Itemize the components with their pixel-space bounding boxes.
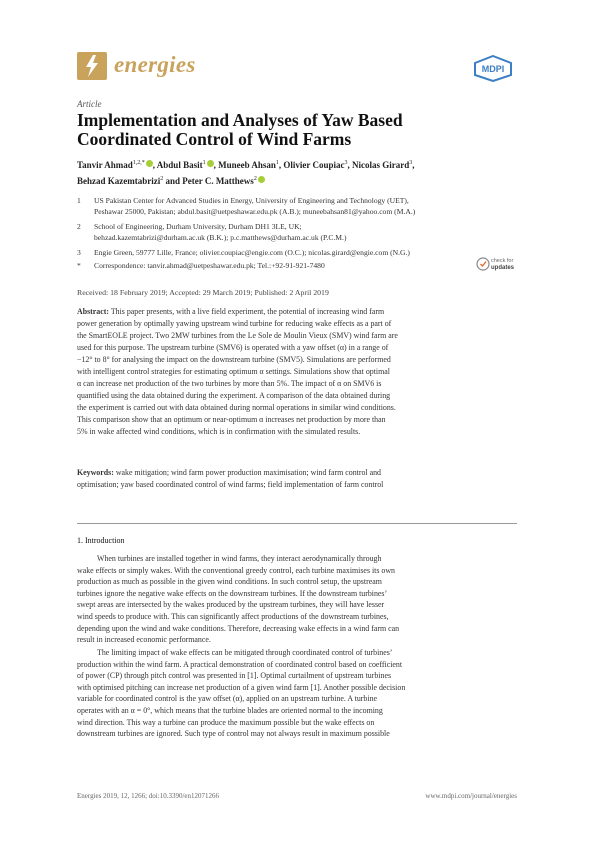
article-type: Article — [77, 99, 102, 109]
author-conjunction: and — [165, 176, 180, 186]
author-name[interactable]: Tanvir Ahmad — [77, 160, 133, 170]
title-line: Implementation and Analyses of Yaw Based — [77, 110, 403, 130]
abstract: Abstract: This paper presents, with a live field experiment, the potential of increasing wind farm power generation by optimally yawing upstream wind turbine for reducing wake effects as a part of the SmartEOLE project. Two 2MW turbines from the Le Sole de Moulin Vieux (SMV) wind farm are used for this purpose. The upstream turbine (SMV6) is operated with a yaw offset (α) in a range of −12° to 8° for analysing the impact on the downstream turbine (SMV5). Simulations are performed with intelligent control strategies for estimating optimum α settings. Simulations show that optimal α can increase net production of the two turbines by more than 5%. The impact of α on SMV6 is quantified using the data obtained during the experiment. A comparison of the data obtained during the experiment is carried out with data obtained during normal operations in similar wind conditions. This comparison show that an optimum or near-optimum α increases net production by more than 5% in wake affected wind conditions, which is in confirmation with the simulated results. — [77, 307, 398, 436]
article-title — [77, 111, 517, 149]
affiliation-number: 3 — [77, 248, 81, 257]
journal-logo-icon — [77, 52, 107, 80]
paragraph: The limiting impact of wake effects can be mitigated through coordinated control of turbines’ production within the wind farm. A practical demonstration of coordinated control based on coefficient of power (CP) through pitch control was presented in [1]. Optimal curtailment of upstream turbines with optimised pitching can increase net production of a given wind farm [1]. Another possible decision variable for coordinated control is the yaw offset (α), applied on an upstream turbine. A turbine operates with an α = 0°, which means that the turbine blades are oriented normal to the incoming wind direction. This way a turbine can produce the maximum possible but the wake effects on downstream turbines are ignored. Such type of control may not always result in maximum possible — [77, 648, 406, 739]
section-divider — [77, 523, 517, 524]
author-name[interactable]: Abdul Basit — [156, 160, 203, 170]
correspondence: * Correspondence: tanvir.ahmad@uetpeshawar.edu.pk; Tel.:+92-91-921-7480 — [77, 261, 325, 270]
author-name[interactable]: Peter C. Matthews — [182, 176, 254, 186]
check-icon — [477, 258, 489, 270]
orcid-icon[interactable] — [207, 160, 214, 167]
publisher-logo[interactable] — [473, 55, 513, 82]
title-line: Coordinated Control of Wind Farms — [77, 129, 352, 149]
author-name[interactable]: Muneeb Ahsan — [218, 160, 276, 170]
check-for-updates-button[interactable] — [476, 254, 518, 274]
author-name[interactable]: Behzad Kazemtabrizi — [77, 176, 161, 186]
journal-name: energies — [114, 52, 196, 77]
publisher-name: MDPI — [481, 64, 505, 74]
svg-text:check for: check for — [491, 258, 514, 264]
author-name[interactable]: Olivier Coupiac — [283, 160, 345, 170]
author-name[interactable]: Nicolas Girard — [351, 160, 410, 170]
paragraph: When turbines are installed together in wind farms, they interact aerodynamically through wake effects or simply wakes. With the conventional greedy control, each turbine maximises its own production as much as possible in the given wind conditions. In such control setup, the upstream turbines ignore the negative wake effects on the downstream turbines. If the downstream turbines’ swept areas are intersected by the wakes produced by the upstream turbines, they will have lesser wind speeds to produce with. This can significantly affect productions of the downstream turbines, depending upon the wind and wake conditions. Therefore, decreasing wake effects in a wind farm can result in increased economic performance. — [77, 554, 400, 645]
author-list: Tanvir Ahmad$^{1,2,*}$ , Abdul Basit$^1$ , Muneeb Ahsan$^1$, Olivier Coupiac$^3$, Nicolas Girard$^3$, Behzad Kazemtabrizi$^2$ and Peter C. Matthews$^2$ — [77, 160, 415, 186]
affiliation: 1 US Pakistan Center for Advanced Studies in Energy, University of Engineering and Technology (UET), Peshawar 25000, Pakistan; abdul.basit@uetpeshawar.edu.pk (A.B.); muneebahsan81@yahoo.com (M.A.) — [77, 196, 416, 216]
orcid-icon[interactable] — [258, 176, 265, 183]
affiliation-number: 2 — [77, 222, 81, 231]
abstract-label: Abstract: — [77, 307, 109, 316]
affiliation: 2 School of Engineering, Durham University, Durham DH1 3LE, UK; behzad.kazemtabrizi@durham.ac.uk (B.K.); p.c.matthews@durham.ac.uk (P.C.M.) — [77, 222, 347, 242]
journal-url[interactable]: www.mdpi.com/journal/energies — [425, 792, 517, 800]
affiliation: 3 Engie Green, 59777 Lille, France; olivier.coupiac@engie.com (O.C.); nicolas.girard@engie.com (N.G.) — [77, 248, 410, 257]
svg-text:updates: updates — [491, 265, 515, 271]
publication-dates: Received: 18 February 2019; Accepted: 29 March 2019; Published: 2 April 2019 — [77, 288, 329, 297]
orcid-icon[interactable] — [146, 160, 153, 167]
affiliation-number: 1 — [77, 196, 81, 205]
affiliation-number: * — [77, 261, 81, 270]
keywords-label: Keywords: — [77, 468, 114, 477]
section-heading: 1. Introduction — [77, 536, 125, 545]
keywords: Keywords: wake mitigation; wind farm power production maximisation; wind farm control and optimisation; yaw based coordinated control of wind farms; field implementation of farm control — [77, 468, 384, 489]
citation: Energies 2019, 12, 1266; doi:10.3390/en12071266 — [77, 792, 219, 800]
